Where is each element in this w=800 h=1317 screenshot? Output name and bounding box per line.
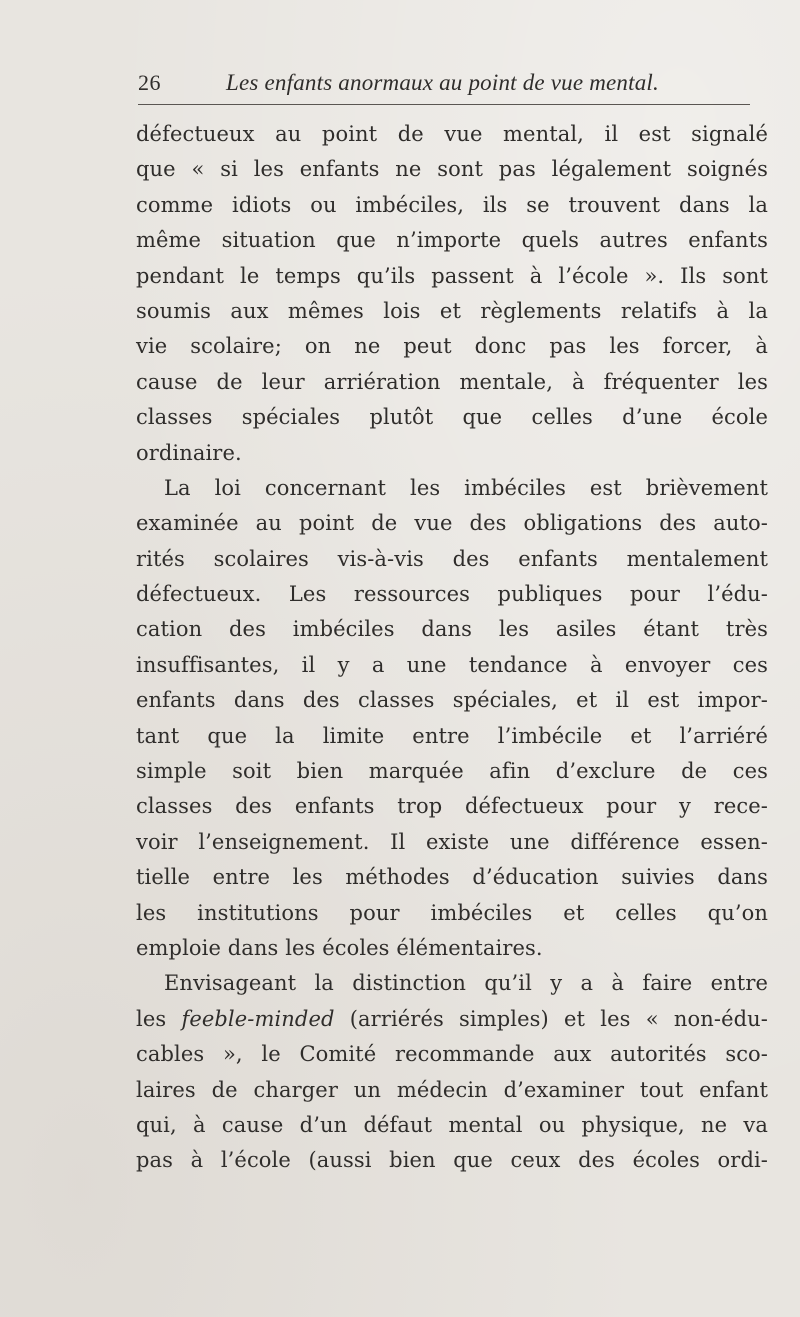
text-line: les institutions pour imbéciles et celles qu’on bbox=[136, 900, 768, 925]
text-line: tant que la limite entre l’imbécile et l’arriéré bbox=[136, 723, 768, 748]
text-line: défectueux au point de vue mental, il est signalé bbox=[136, 122, 768, 146]
text-line: pendant le temps qu’ils passent à l’école ». Ils sont bbox=[136, 263, 768, 288]
text-line: insuffisantes, il y a une tendance à envoyer ces bbox=[136, 652, 768, 677]
text-line: pas à l’école (aussi bien que ceux des écoles ordi- bbox=[136, 1148, 768, 1173]
text-line: soumis aux mêmes lois et règlements relatifs à la bbox=[136, 298, 768, 323]
text-line: vie scolaire; on ne peut donc pas les forcer, à bbox=[136, 334, 768, 359]
text-line: voir l’enseignement. Il existe une différence essen- bbox=[136, 829, 768, 854]
text-line: examinée au point de vue des obligations des auto- bbox=[136, 511, 768, 536]
text-line: simple soit bien marquée afin d’exclure de ces bbox=[136, 759, 768, 784]
text-line: Envisageant la distinction qu’il y a à faire entre bbox=[164, 971, 768, 996]
text-line: cation des imbéciles dans les asiles étant très bbox=[136, 617, 768, 642]
text-line: classes des enfants trop défectueux pour y rece- bbox=[136, 794, 768, 819]
text-line: enfants dans des classes spéciales, et il est impor- bbox=[136, 688, 768, 713]
text-line: rités scolaires vis-à-vis des enfants mentalement bbox=[136, 546, 768, 571]
text-line: cause de leur arriération mentale, à fréquenter les bbox=[136, 369, 768, 394]
text-line: qui, à cause d’un défaut mental ou physique, ne va bbox=[136, 1112, 768, 1137]
text-fragment: (arriérés simples) et les « non-édu- bbox=[349, 1006, 768, 1031]
text-line: comme idiots ou imbéciles, ils se trouvent dans la bbox=[136, 192, 768, 217]
text-fragment: les bbox=[136, 1006, 167, 1031]
text-line: défectueux. Les ressources publiques pour l’édu- bbox=[136, 582, 768, 607]
page-number: 26 bbox=[138, 70, 161, 95]
text-line: cables », le Comité recommande aux autorités sco- bbox=[136, 1042, 768, 1067]
running-header bbox=[138, 70, 758, 104]
text-line: que « si les enfants ne sont pas légalement soignés bbox=[136, 157, 768, 182]
text-line: laires de charger un médecin d’examiner tout enfant bbox=[136, 1077, 768, 1102]
text-line-with-italic bbox=[136, 1002, 768, 1037]
body-text bbox=[136, 117, 768, 1179]
text-line: ordinaire. bbox=[136, 440, 242, 465]
italic-term: feeble-minded bbox=[181, 1006, 335, 1031]
text-line: même situation que n’importe quels autres enfants bbox=[136, 228, 768, 253]
text-line: classes spéciales plutôt que celles d’une école bbox=[136, 405, 768, 430]
text-line: La loi concernant les imbéciles est brièvement bbox=[164, 475, 768, 500]
text-line: tielle entre les méthodes d’éducation suivies dans bbox=[136, 865, 768, 890]
running-title: Les enfants anormaux au point de vue mental. bbox=[226, 70, 659, 95]
header-rule bbox=[138, 104, 750, 105]
text-line: emploie dans les écoles élémentaires. bbox=[136, 935, 543, 960]
